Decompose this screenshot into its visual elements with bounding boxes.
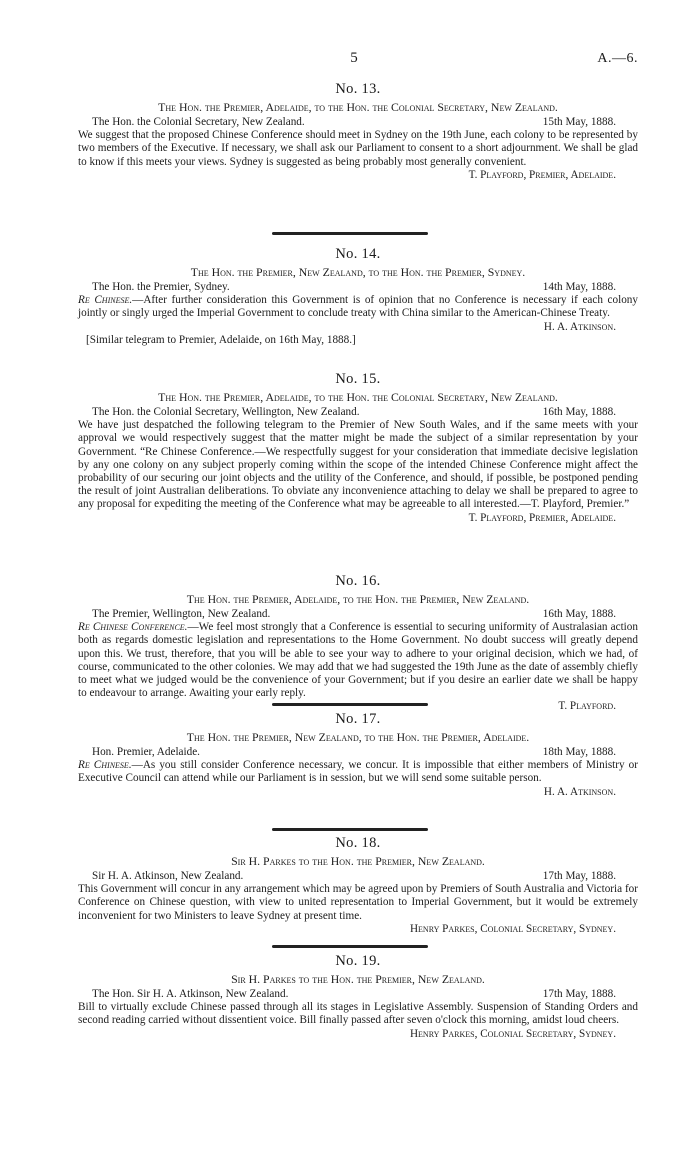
entry-16 <box>78 572 638 714</box>
section-divider <box>272 232 428 235</box>
entry-17 <box>78 710 638 799</box>
entry-number: No. 14. <box>335 246 381 262</box>
from-line: The Hon. the Premier, Adelaide, to the Hon. the Colonial Secretary, New Zealand. <box>158 100 558 114</box>
addressee: Hon. Premier, Adelaide. <box>92 746 200 758</box>
message-text: —We feel most strongly that a Conference is essential to securing uniformity of Australasian action both as regards domestic legislation and representations to the Home Government. No doubt success will greatly depend upon this. We trust, therefore, that you will be able to see your way to adhere to your original decision, which we had, of course, communicated to the other colonies. We may add that we had suggested the 19th June as the date of assembly chiefly to meet what we judged would be the convenience of your Government; but if you desire an earlier date we shall be happy to endeavour to arrange. Awaiting your early reply. <box>78 621 638 700</box>
entry-13 <box>78 80 638 182</box>
address-line <box>78 988 638 1001</box>
date: 16th May, 1888. <box>542 608 616 620</box>
from-line: Sir H. Parkes to the Hon. the Premier, New Zealand. <box>231 972 485 986</box>
addressee: The Hon. the Premier, Sydney. <box>92 281 230 293</box>
entry-19 <box>78 952 638 1041</box>
message-body: We have just despatched the following telegram to the Premier of New South Wales, and if the same meets with your approval we would respectively suggest that the matter might be made the subject of a similar representation by your Government. “Re Chinese Conference.—We respectfully suggest for your consideration that immediate decisive legislation by any one colony on any subject properly coming within the scope of the intended Chinese Conference might affect the probability of our securing our joint objects and the utility of the Conference, and should, if possible, be postponed pending the result of joint Australian deliberations. To obviate any inconvenience attaching to delay we shall be prepared to agree to any proposal for expediting the meeting of the Conference what may be agreeable to all interested.—T. Playford, Premier.” <box>78 419 638 511</box>
entry-14 <box>78 245 638 347</box>
addressee: The Hon. the Colonial Secretary, New Zealand. <box>92 116 305 128</box>
signature: T. Playford, Premier, Adelaide. <box>468 511 616 524</box>
date: 17th May, 1888. <box>542 870 616 882</box>
entry-18 <box>78 834 638 936</box>
entry-number: No. 13. <box>335 81 381 97</box>
date: 17th May, 1888. <box>542 988 616 1000</box>
from-line: The Hon. the Premier, New Zealand, to the Hon. the Premier, Sydney. <box>190 265 526 279</box>
subject-lead: Re Chinese. <box>78 294 133 307</box>
message-body: We suggest that the proposed Chinese Conference should meet in Sydney on the 19th June, each colony to be represented by two members of the Executive. If necessary, we shall ask our Parliament to consent to a short adjournment. We shall be glad to know if this meets your views. Sydney is suggested as being probably most generally convenient. <box>78 129 638 168</box>
date: 14th May, 1888. <box>542 281 616 293</box>
entry-number: No. 17. <box>335 711 381 727</box>
signature: T. Playford, Premier, Adelaide. <box>468 168 616 181</box>
message-body: Bill to virtually exclude Chinese passed through all its stages in Legislative Assembly. Suspension of Standing Orders and second reading carried without dissentient voice. Bill finally passed after seven o'clock this morning, amidst loud cheers. <box>78 1001 638 1027</box>
subject-lead: Re Chinese Conference. <box>78 621 188 634</box>
address-line <box>78 608 638 621</box>
entry-number: No. 19. <box>335 953 381 969</box>
entry-15 <box>78 370 638 525</box>
date: 15th May, 1888. <box>542 116 616 128</box>
entry-number: No. 18. <box>335 835 381 851</box>
signature: H. A. Atkinson. <box>543 320 616 333</box>
entry-number: No. 15. <box>335 371 381 387</box>
address-line <box>78 281 638 294</box>
address-line <box>78 406 638 419</box>
signature: Henry Parkes, Colonial Secretary, Sydney. <box>409 922 616 935</box>
addressee: The Hon. the Colonial Secretary, Wellington, New Zealand. <box>92 406 360 418</box>
from-line: The Hon. the Premier, Adelaide, to the Hon. the Premier, New Zealand. <box>186 592 530 606</box>
address-line <box>78 746 638 759</box>
message-text: —After further consideration this Government is of opinion that no Conference is necessary if each colony jointly or singly urged the Imperial Government to conclude treaty with China similar to the American-Chinese Treaty. <box>78 294 638 320</box>
addressee: The Premier, Wellington, New Zealand. <box>92 608 271 620</box>
from-line: The Hon. the Premier, Adelaide, to the Hon. the Colonial Secretary, New Zealand. <box>158 390 558 404</box>
addressee: The Hon. Sir H. A. Atkinson, New Zealand. <box>92 988 289 1000</box>
message-body <box>78 759 638 785</box>
section-divider <box>272 703 428 706</box>
message-text: —As you still consider Conference necessary, we concur. It is impossible that either members of Ministry or Executive Council can attend while our Parliament is in session, but we will send some suitable person. <box>78 759 638 785</box>
signature: H. A. Atkinson. <box>543 785 616 798</box>
message-body <box>78 621 638 700</box>
message-body: This Government will concur in any arrangement which may be agreed upon by Premiers of South Australia and Victoria for Conference on Chinese question, with view to united representation to Imperial Government, but it would be extremely inconvenient for two Ministers to leave Sydney at present time. <box>78 883 638 922</box>
paper-reference: A.—6. <box>597 51 638 66</box>
address-line <box>78 870 638 883</box>
entry-number: No. 16. <box>335 573 381 589</box>
page-number: 5 <box>350 50 358 66</box>
date: 16th May, 1888. <box>542 406 616 418</box>
from-line: Sir H. Parkes to the Hon. the Premier, New Zealand. <box>231 854 485 868</box>
message-body <box>78 294 638 320</box>
from-line: The Hon. the Premier, New Zealand, to the Hon. the Premier, Adelaide. <box>186 730 530 744</box>
signature: T. Playford. <box>558 700 616 713</box>
section-divider <box>272 828 428 831</box>
date: 18th May, 1888. <box>542 746 616 758</box>
section-divider <box>272 945 428 948</box>
addressee: Sir H. A. Atkinson, New Zealand. <box>92 870 244 882</box>
subject-lead: Re Chinese. <box>78 759 132 772</box>
editorial-note: [Similar telegram to Premier, Adelaide, on 16th May, 1888.] <box>86 333 356 346</box>
signature: Henry Parkes, Colonial Secretary, Sydney. <box>409 1027 616 1040</box>
page-header <box>78 50 638 74</box>
address-line <box>78 116 638 129</box>
